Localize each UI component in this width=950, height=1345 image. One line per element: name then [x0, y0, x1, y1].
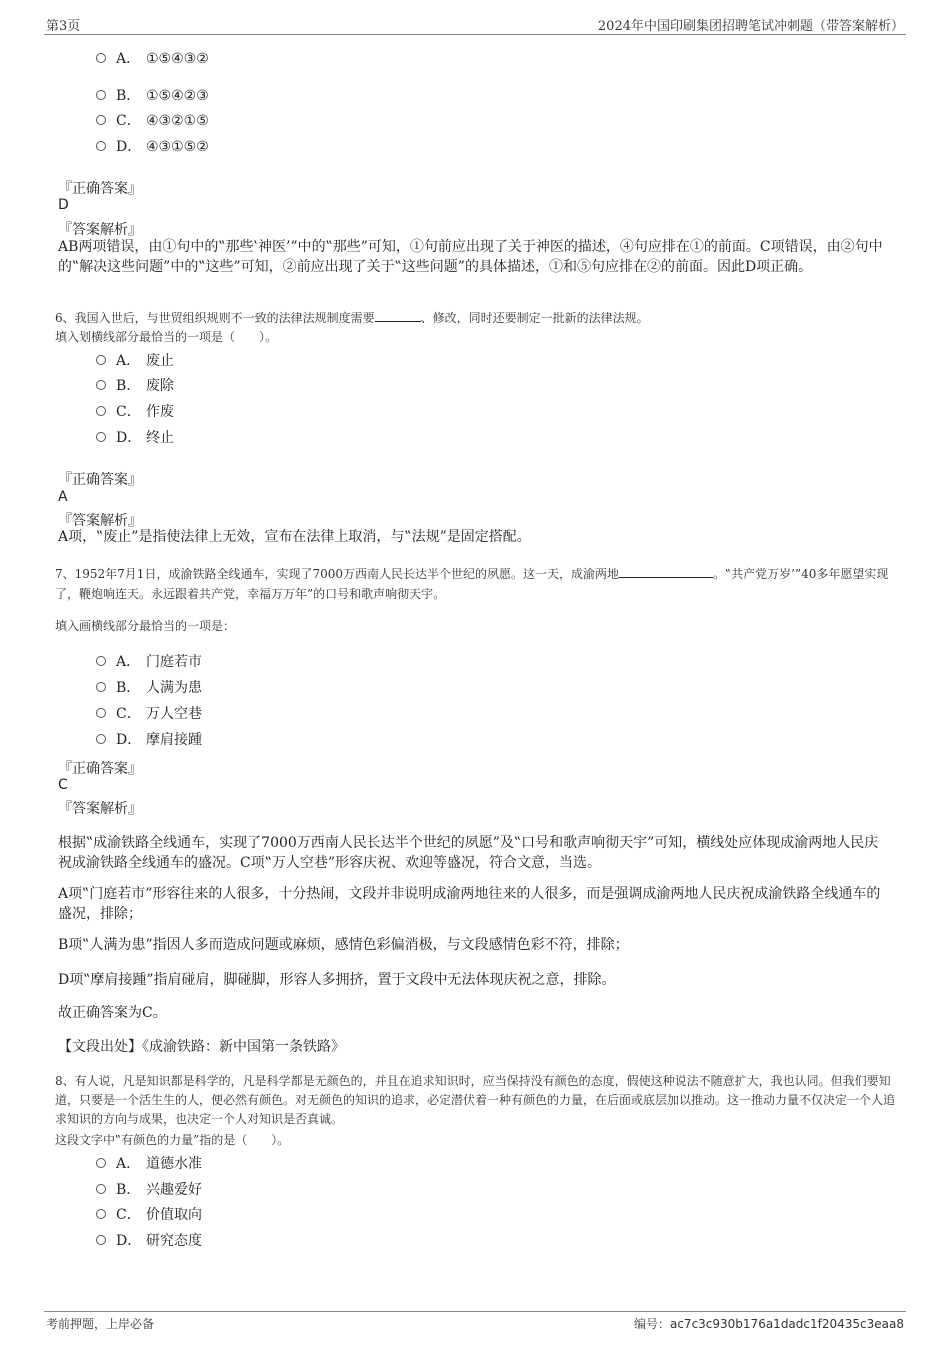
footer-divider [44, 1311, 906, 1312]
q5-analysis: AB两项错误，由①句中的‟那些‛神医’”中的‟那些”可知，①句前应出现了关于神医的描述，④句应排在①的前面。C项错误，由②句中的‟解决这些问题”中的‟这些”可知，②前应出现了关于‟这些问题”的具体描述，①和⑤句应排在②的前面。因此D项正确。 [58, 239, 883, 275]
q8-option-c[interactable]: C． 价值取向 [96, 1206, 202, 1224]
q5-option-a[interactable]: A． ①⑤④③② [96, 50, 209, 68]
radio-icon [96, 380, 106, 390]
radio-icon [96, 90, 106, 100]
radio-icon [96, 355, 106, 365]
radio-icon [96, 682, 106, 692]
q6-prompt: 填入划横线部分最恰当的一项是（ ）。 [55, 330, 278, 344]
radio-icon [96, 141, 106, 151]
q7-answer-heading: 『正确答案』 [58, 761, 142, 777]
q7-option-d[interactable]: D． 摩肩接踵 [96, 731, 202, 749]
q7-analysis-paragraph-4: D项‟摩肩接踵”指肩碰肩，脚碰脚，形容人多拥挤，置于文段中无法体现庆祝之意，排除。 [58, 972, 616, 988]
q8-option-b[interactable]: B． 兴趣爱好 [96, 1181, 202, 1199]
q6-option-b[interactable]: B． 废除 [96, 377, 174, 395]
q7-analysis-heading: 『答案解析』 [58, 801, 142, 817]
radio-icon [96, 1158, 106, 1168]
footer-slogan: 考前押题，上岸必备 [46, 1317, 155, 1331]
radio-icon [96, 115, 106, 125]
q6-option-c[interactable]: C． 作废 [96, 403, 174, 421]
q8-stem: 8、有人说，凡是知识都是科学的，凡是科学都是无颜色的，并且在追求知识时，应当保持没有颜色的态度，假使这种说法不随意扩大，我也认同。但我们要知道，只要是一个活生生的人，便必然有颜色。对无颜色的知识的追求，必定潜伏着一种有颜色的力量，在后面或底层加以推动。这一推动力量不仅决定一个人追求知识的方向与成果，也决定一个人对知识是否真诚。 [55, 1074, 896, 1126]
radio-icon [96, 1184, 106, 1194]
q5-option-c[interactable]: C． ④③②①⑤ [96, 112, 209, 130]
q7-stem: 7、1952年7月1日，成渝铁路全线通车，实现了7000万西南人民长达半个世纪的夙愿。这一天，成渝两地 。‟共产党万岁’”40多年愿望实现了，鞭炮响连天。永远跟着共产党，幸福万万年”的口号和歌声响彻天宇。 [55, 567, 889, 601]
q7-source: 【文段出处】《成渝铁路：新中国第一条铁路》 [58, 1039, 345, 1055]
q6-answer: A [58, 489, 68, 505]
radio-icon [96, 734, 106, 744]
q6-analysis: A项，‟废止”是指使法律上无效，宣布在法律上取消，与‟法规”是固定搭配。 [58, 529, 531, 545]
q8-option-d[interactable]: D． 研究态度 [96, 1232, 202, 1250]
footer-code: 编号：ac7c3c930b176a1dadc1f20435c3eaa8 [633, 1317, 904, 1331]
radio-icon [96, 406, 106, 416]
radio-icon [96, 432, 106, 442]
q8-prompt: 这段文字中‟有颜色的力量”指的是（ ）。 [55, 1133, 290, 1147]
q6-option-a[interactable]: A． 废止 [96, 352, 174, 370]
q7-analysis-paragraph-1: 根据‟成渝铁路全线通车，实现了7000万西南人民长达半个世纪的夙愿”及‟口号和歌声响彻天宇”可知，横线处应体现成渝两地人民庆祝成渝铁路全线通车的盛况。C项‟万人空巷”形容庆祝、欢迎等盛况，符合文意，当选。 [58, 835, 879, 871]
document-title: 2024年中国印刷集团招聘笔试冲刺题（带答案解析） [597, 19, 904, 34]
q7-option-a[interactable]: A． 门庭若市 [96, 653, 202, 671]
q6-blank [375, 309, 421, 322]
q7-prompt: 填入画横线部分最恰当的一项是： [55, 619, 236, 633]
q5-answer-heading: 『正确答案』 [58, 181, 142, 197]
q8-option-a[interactable]: A． 道德水准 [96, 1155, 202, 1173]
q7-blank [619, 565, 713, 578]
header-divider [44, 34, 906, 35]
radio-icon [96, 656, 106, 666]
q6-analysis-heading: 『答案解析』 [58, 513, 142, 529]
radio-icon [96, 53, 106, 63]
page-number: 第3页 [46, 19, 81, 34]
q5-option-b[interactable]: B． ①⑤④②③ [96, 87, 209, 105]
radio-icon [96, 1235, 106, 1245]
q5-answer: D [58, 197, 69, 213]
q7-analysis-paragraph-3: B项‟人满为患”指因人多而造成问题或麻烦，感情色彩偏消极，与文段感情色彩不符，排除； [58, 937, 629, 953]
radio-icon [96, 1209, 106, 1219]
q7-option-b[interactable]: B． 人满为患 [96, 679, 202, 697]
q5-analysis-heading: 『答案解析』 [58, 222, 142, 238]
q6-answer-heading: 『正确答案』 [58, 472, 142, 488]
q7-analysis-paragraph-2: A项‟门庭若市”形容往来的人很多，十分热闹，文段并非说明成渝两地往来的人很多，而是强调成渝两地人民庆祝成渝铁路全线通车的盛况，排除； [58, 886, 881, 922]
q7-analysis-paragraph-5: 故正确答案为C。 [58, 1005, 167, 1021]
radio-icon [96, 708, 106, 718]
q7-answer: C [58, 777, 68, 793]
q6-option-d[interactable]: D． 终止 [96, 429, 174, 447]
q6-stem: 6、我国入世后，与世贸组织规则不一致的法律法规制度需要 、修改，同时还要制定一批新的法律法规。 [55, 311, 649, 325]
q7-option-c[interactable]: C． 万人空巷 [96, 705, 202, 723]
q5-option-d[interactable]: D． ④③①⑤② [96, 138, 209, 156]
